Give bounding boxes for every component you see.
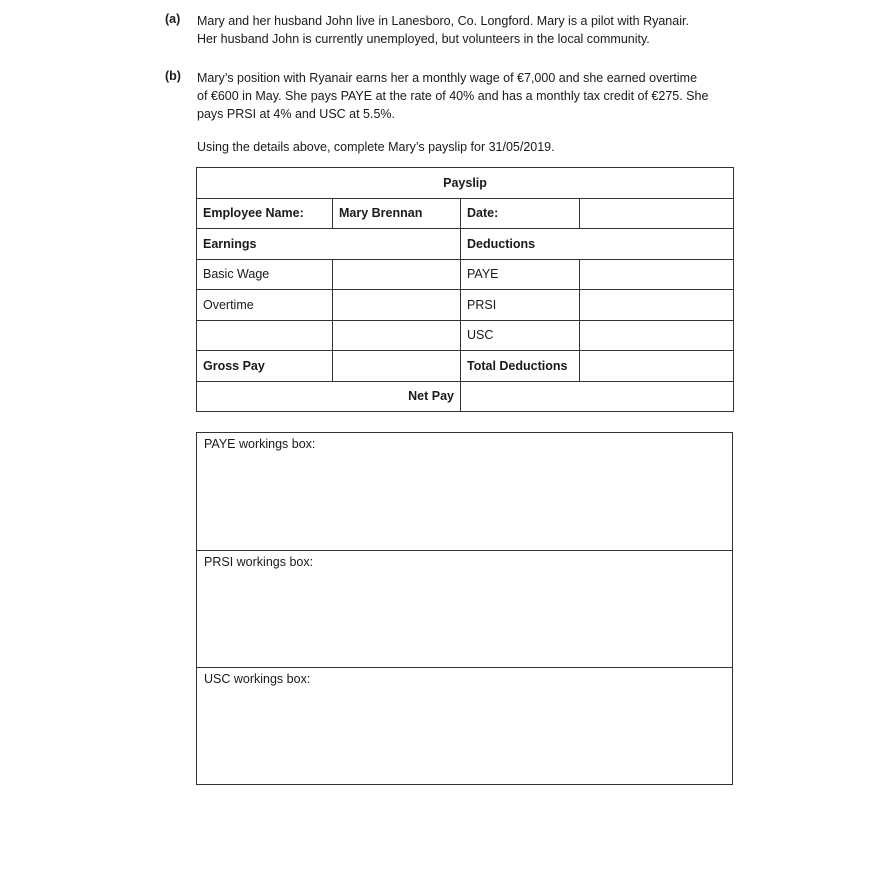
question-b-line-2: of €600 in May. She pays PAYE at the rate of 40% and has a monthly tax credit of €275. She — [197, 89, 709, 103]
usc-workings-box[interactable] — [197, 667, 732, 785]
paye-workings-label: PAYE workings box: — [204, 437, 316, 451]
gross-pay-value-cell[interactable] — [333, 351, 461, 382]
usc-workings-label: USC workings box: — [204, 672, 311, 686]
overtime-value-cell[interactable] — [333, 290, 461, 321]
overtime-label: Overtime — [197, 290, 333, 321]
date-value-cell[interactable] — [580, 198, 734, 229]
paye-label: PAYE — [461, 259, 580, 290]
question-b-line-3: pays PRSI at 4% and USC at 5.5%. — [197, 107, 396, 121]
usc-value-cell[interactable] — [580, 320, 734, 351]
question-a-line-1: Mary and her husband John live in Lanesboro, Co. Longford. Mary is a pilot with Ryanair. — [197, 14, 689, 28]
payslip-title: Payslip — [197, 168, 734, 199]
paye-workings-box[interactable] — [197, 433, 732, 550]
workings-container — [196, 432, 733, 785]
basic-wage-value-cell[interactable] — [333, 259, 461, 290]
total-deductions-label: Total Deductions — [461, 351, 580, 382]
question-b-line-1: Mary’s position with Ryanair earns her a monthly wage of €7,000 and she earned overtime — [197, 71, 698, 85]
gross-pay-label: Gross Pay — [197, 351, 333, 382]
question-a-label: (a) — [165, 12, 181, 26]
prsi-workings-label: PRSI workings box: — [204, 555, 314, 569]
date-label: Date: — [461, 198, 580, 229]
earnings-header: Earnings — [197, 229, 461, 260]
deductions-header: Deductions — [461, 229, 734, 260]
prsi-workings-box[interactable] — [197, 550, 732, 668]
net-pay-value-cell[interactable] — [461, 381, 734, 412]
payslip-table — [196, 167, 734, 412]
question-a-line-2: Her husband John is currently unemployed, but volunteers in the local community. — [197, 32, 650, 46]
usc-label: USC — [461, 320, 580, 351]
basic-wage-label: Basic Wage — [197, 259, 333, 290]
net-pay-label: Net Pay — [197, 381, 461, 412]
question-a-text — [197, 12, 747, 48]
blank-earning-value-cell[interactable] — [333, 320, 461, 351]
total-deductions-value-cell[interactable] — [580, 351, 734, 382]
question-b-label: (b) — [165, 69, 181, 83]
prsi-label: PRSI — [461, 290, 580, 321]
employee-name-value[interactable]: Mary Brennan — [333, 198, 461, 229]
blank-earning-label-cell[interactable] — [197, 320, 333, 351]
question-b-instruction: Using the details above, complete Mary’s payslip for 31/05/2019. — [197, 140, 555, 154]
paye-value-cell[interactable] — [580, 259, 734, 290]
prsi-value-cell[interactable] — [580, 290, 734, 321]
employee-name-label: Employee Name: — [197, 198, 333, 229]
question-b-text — [197, 69, 747, 156]
